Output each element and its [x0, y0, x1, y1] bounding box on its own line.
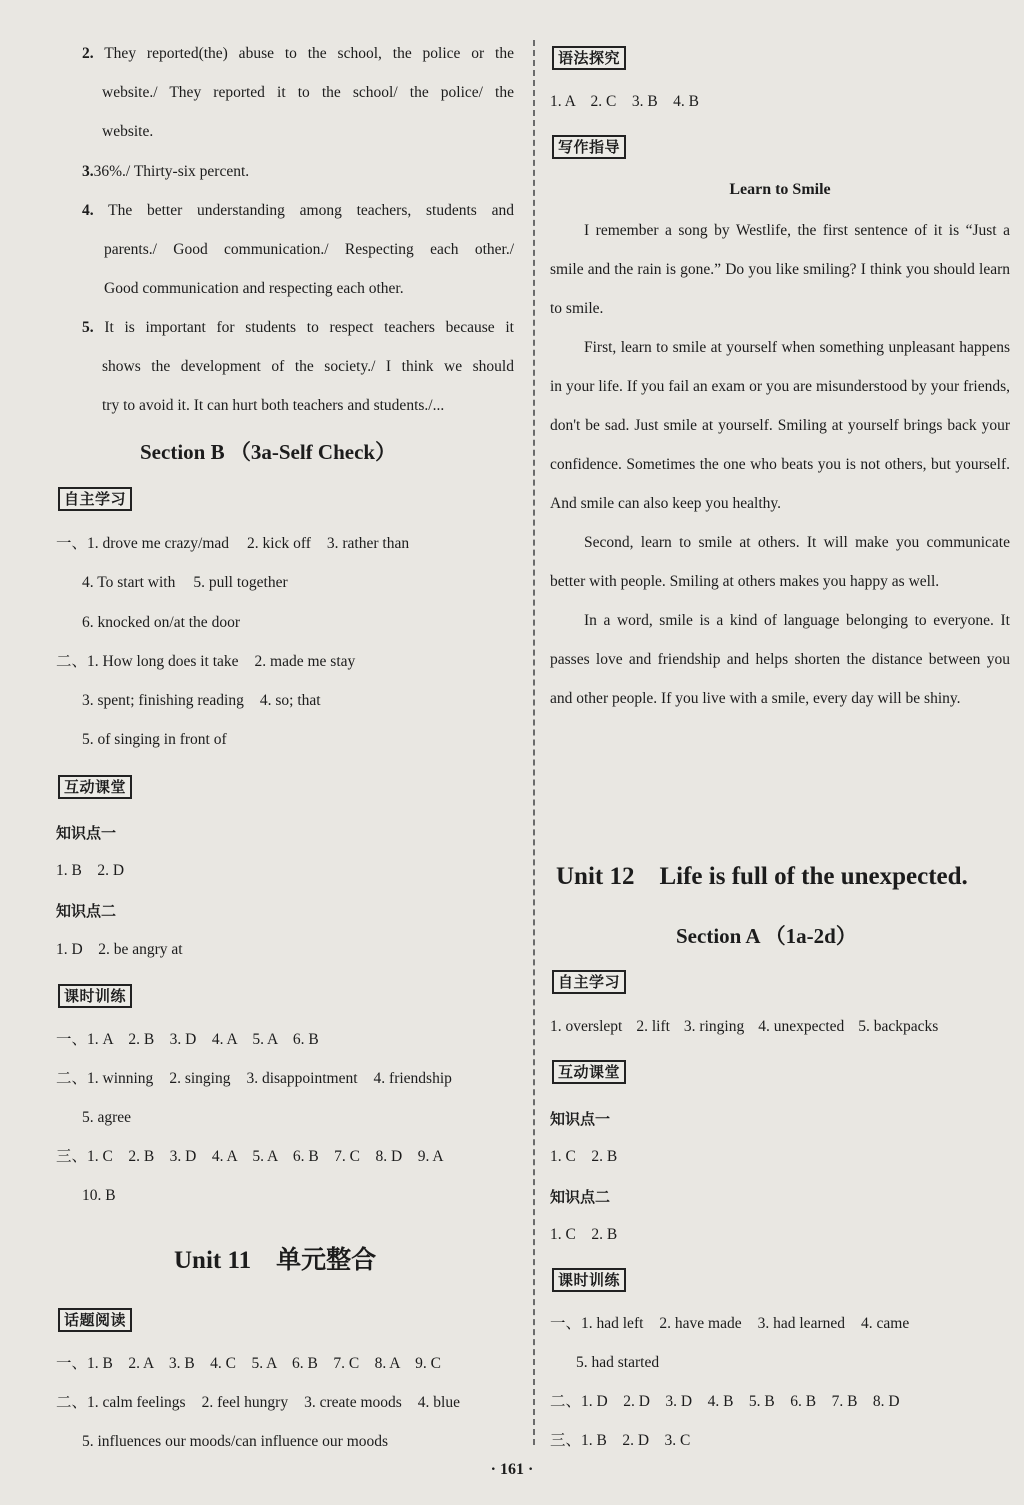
answer-2-line3: website.	[102, 123, 154, 140]
keshi-right-row-1: 一、1. had left 2. have made 3. had learned 4. came	[550, 1315, 910, 1332]
keshi-row-1: 一、1. A 2. B 3. D 4. A 5. A 6. B	[56, 1031, 319, 1048]
essay-paragraph-1: I remember a song by Westlife, the first sentence of it is “Just a smile and the rain is gone.” Do you like smiling? I think you should learn to smile.	[550, 222, 1010, 317]
zizhu-row-6: 5. of singing in front of	[82, 731, 227, 748]
huati-row-3: 5. influences our moods/can influence our moods	[82, 1433, 389, 1450]
tag-hudong-ketang-2: 互动课堂	[552, 1060, 626, 1084]
zizhu-answers: 1. overslept 2. lift 3. ringing 4. unexpected 5. backpacks	[550, 1018, 939, 1035]
answer-5-line2: shows the development of the society./ I think we should	[102, 358, 514, 375]
knowledge-point-1: 知识点一	[56, 824, 117, 842]
column-divider	[533, 40, 535, 1445]
section-a-heading: Section A （1a-2d）	[676, 924, 857, 948]
essay-title: Learn to Smile	[729, 181, 831, 198]
keshi-row-4: 三、1. C 2. B 3. D 4. A 5. A 6. B 7. C 8. D 9. A	[56, 1148, 444, 1165]
answer-5-line1: 5. It is important for students to respect teachers because it	[82, 319, 514, 336]
answer-2-line1: 2. They reported(the) abuse to the school, the police or the	[82, 45, 514, 62]
page-number: · 161 ·	[490, 1461, 534, 1478]
knowledge-point-2-answers: 1. D 2. be angry at	[56, 941, 183, 958]
tag-zizhu-xuexi-2: 自主学习	[552, 970, 626, 994]
knowledge-point-2-right: 知识点二	[550, 1188, 611, 1206]
essay-paragraph-2: First, learn to smile at yourself when something unpleasant happens in your life. If you fail an exam or you are misunderstood by your friends, don't be sad. Just smile at yourself. Smiling at yourself brings back your confidence. Sometimes the one who beats you is not others, but yourself. And smile can also keep you healthy.	[550, 339, 1010, 512]
answer-2-line2: website./ They reported it to the school/ the police/ the	[102, 84, 514, 101]
answer-4-line2: parents./ Good communication./ Respecting each other./	[104, 241, 514, 258]
tag-zizhu-xuexi: 自主学习	[58, 487, 132, 511]
keshi-row-5: 10. B	[82, 1187, 116, 1204]
answer-5-line3: try to avoid it. It can hurt both teachers and students./...	[102, 397, 445, 414]
zizhu-row-3: 6. knocked on/at the door	[82, 614, 240, 631]
knowledge-point-2-right-answers: 1. C 2. B	[550, 1226, 618, 1243]
tag-yufa-tanjiu: 语法探究	[552, 46, 626, 70]
answer-3: 3.36%./ Thirty-six percent.	[82, 163, 250, 180]
keshi-row-3: 5. agree	[82, 1109, 132, 1126]
essay-paragraph-4: In a word, smile is a kind of language belonging to everyone. It passes love and friendship and helps shorten the distance between you and other people. If you live with a smile, every day will be shiny.	[550, 612, 1010, 707]
essay-paragraph-3: Second, learn to smile at others. It will make you communicate better with people. Smiling at others makes you happy as well.	[550, 534, 1010, 590]
keshi-right-row-4: 三、1. B 2. D 3. C	[550, 1432, 691, 1449]
knowledge-point-1-right: 知识点一	[550, 1110, 611, 1128]
tag-huati-yuedu: 话题阅读	[58, 1308, 132, 1332]
keshi-right-row-3: 二、1. D 2. D 3. D 4. B 5. B 6. B 7. B 8. D	[550, 1393, 900, 1410]
knowledge-point-1-answers: 1. B 2. D	[56, 862, 125, 879]
answer-4-line3: Good communication and respecting each other.	[104, 280, 404, 297]
zizhu-row-1: 一、1. drove me crazy/mad 2. kick off 3. rather than	[56, 535, 410, 552]
section-b-heading: Section B （3a-Self Check）	[140, 440, 397, 464]
unit-12-heading: Unit 12 Life is full of the unexpected.	[556, 863, 968, 890]
keshi-right-row-2: 5. had started	[576, 1354, 660, 1371]
tag-keshi-xunlian: 课时训练	[58, 984, 132, 1008]
tag-keshi-xunlian-2: 课时训练	[552, 1268, 626, 1292]
knowledge-point-2: 知识点二	[56, 902, 117, 920]
zizhu-row-5: 3. spent; finishing reading 4. so; that	[82, 692, 321, 709]
tag-hudong-ketang: 互动课堂	[58, 775, 132, 799]
zizhu-row-4: 二、1. How long does it take 2. made me stay	[56, 653, 356, 670]
tag-xiezuo-zhidao: 写作指导	[552, 135, 626, 159]
answer-4-line1: 4. The better understanding among teachers, students and	[82, 202, 514, 219]
huati-row-1: 一、1. B 2. A 3. B 4. C 5. A 6. B 7. C 8. A 9. C	[56, 1355, 441, 1372]
yufa-answers: 1. A 2. C 3. B 4. B	[550, 93, 699, 110]
essay-body	[550, 211, 1010, 718]
keshi-row-2: 二、1. winning 2. singing 3. disappointment 4. friendship	[56, 1070, 452, 1087]
zizhu-row-2: 4. To start with 5. pull together	[82, 574, 288, 591]
knowledge-point-1-right-answers: 1. C 2. B	[550, 1148, 618, 1165]
unit-11-heading: Unit 11 单元整合	[174, 1247, 377, 1274]
huati-row-2: 二、1. calm feelings 2. feel hungry 3. create moods 4. blue	[56, 1394, 460, 1411]
